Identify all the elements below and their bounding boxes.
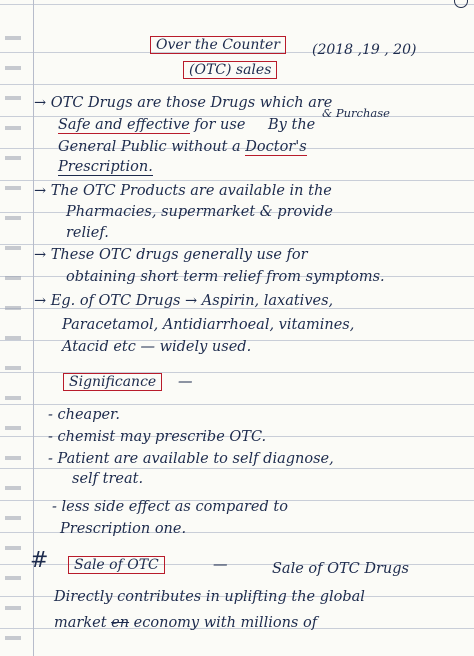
point-1-line-2 [58,118,315,133]
point-3-line-1: → These OTC drugs generally use for [34,247,308,263]
sale-line-3 [54,616,317,631]
point-2-line-1: → The OTC Products are available in the [34,183,332,199]
safe-effective-text: Safe and effective [58,117,190,133]
point-1-line-1: → OTC Drugs are those Drugs which are [34,95,333,111]
hash-marker: # [30,548,49,573]
significance-item-1: - cheaper. [48,407,121,423]
sale-line-1: Sale of OTC Drugs [272,561,409,577]
market-text: market [54,615,112,631]
heading-line-1: Over the Counter [150,36,286,54]
heading-years: (2018 ,19 , 20) [312,42,417,58]
general-public-text: General Public without a [58,139,246,155]
page-corner-circle-icon [454,0,468,8]
significance-title: Significance [63,373,162,391]
significance-dash: — [178,374,193,390]
economy-text: economy with millions of [129,615,318,631]
by-the-text: By the [263,117,316,133]
sale-title: Sale of OTC [68,556,165,574]
doctors-text: Doctor's [245,139,307,155]
significance-item-2: - chemist may prescribe OTC. [48,429,267,445]
significance-item-4-cont: Prescription one. [60,521,187,537]
significance-item-4: - less side effect as compared to [52,499,288,515]
point-2-line-3: relief. [66,225,109,241]
heading-line-2: (OTC) sales [183,61,277,79]
point-4-line-2: Paracetamol, Antidiarrhoeal, vitamines, [62,317,355,333]
point-3-line-2: obtaining short term relief from symptoms. [66,269,385,285]
spiral-binding [5,10,21,650]
point-1-line-3 [58,140,307,155]
for-use-text: for use [189,117,246,133]
point-4-line-3: Atacid etc — widely used. [62,339,252,355]
point-2-line-2: Pharmacies, supermarket & provide [66,204,333,220]
struck-en-text: en [111,615,130,631]
sale-line-2: Directly contributes in uplifting the global [54,589,365,605]
point-1-insert: & Purchase [322,106,390,120]
point-1-line-4: Prescription. [58,159,153,175]
significance-item-3-cont: self treat. [72,471,144,487]
point-4-line-1: → Eg. of OTC Drugs → Aspirin, laxatives, [34,293,334,309]
sale-dash: — [213,557,228,573]
significance-item-3: - Patient are available to self diagnose, [48,451,334,467]
